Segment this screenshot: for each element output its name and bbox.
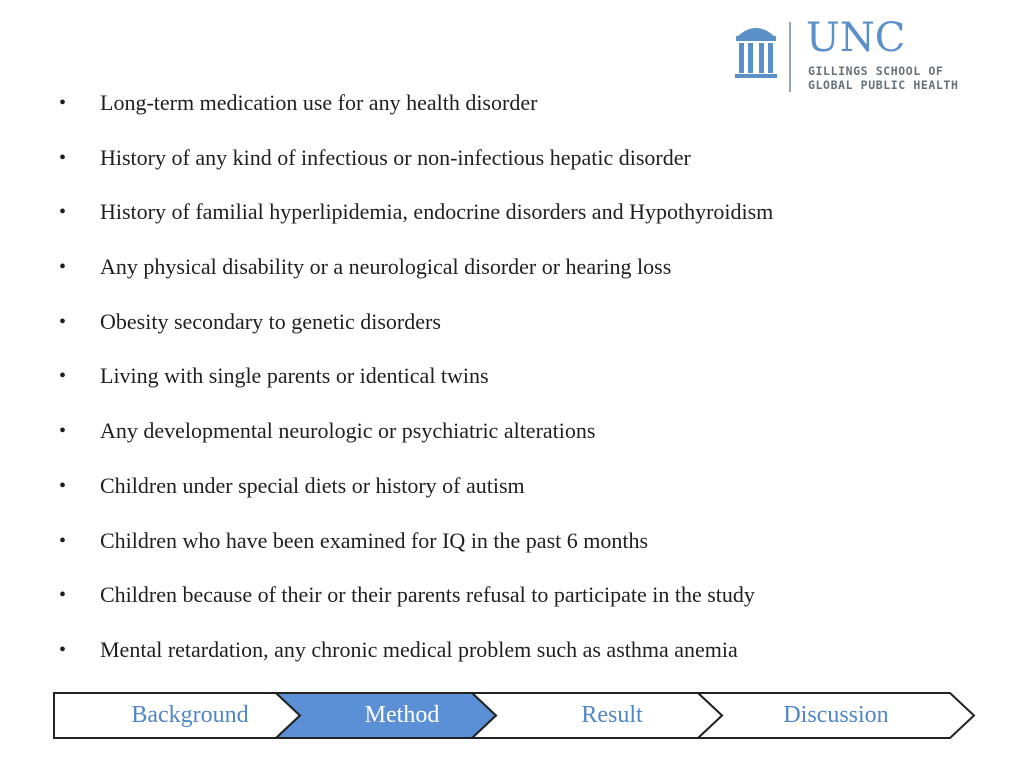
bullet-dot: • — [59, 365, 67, 388]
nav-method-label[interactable]: Method — [364, 702, 440, 728]
list-item — [56, 303, 773, 358]
bullet-dot: • — [59, 529, 67, 552]
list-item — [56, 576, 773, 631]
bullet-dot: • — [59, 92, 67, 114]
old-well-icon — [734, 22, 778, 82]
list-item-text: Long-term medication use for any health disorder — [100, 90, 538, 115]
unc-gillings-logo — [734, 15, 1006, 96]
list-item — [56, 412, 773, 467]
list-item-text: Children who have been examined for IQ in the past 6 months — [100, 527, 649, 553]
list-item — [56, 84, 773, 139]
bullet-dot: • — [59, 201, 67, 224]
bullet-dot: • — [59, 420, 67, 443]
logo-divider — [789, 22, 791, 92]
logo-school-line-1: GILLINGS SCHOOL OF — [808, 64, 944, 78]
list-item-text: History of any kind of infectious or non-infectious hepatic disorder — [100, 144, 691, 170]
list-item-text: Obesity secondary to genetic disorders — [100, 308, 441, 334]
list-item — [56, 139, 773, 194]
exclusion-criteria-list — [56, 84, 773, 686]
list-item-text: Living with single parents or identical twins — [100, 363, 489, 389]
list-item-text: Mental retardation, any chronic medical problem such as asthma anemia — [100, 636, 738, 662]
bullet-dot: • — [59, 584, 67, 607]
logo-unc-text: UNC — [806, 15, 906, 61]
list-item-text: Any physical disability or a neurological disorder or hearing loss — [100, 254, 672, 280]
list-item — [56, 357, 773, 412]
list-item — [56, 522, 773, 577]
list-item-text: Children because of their or their parents refusal to participate in the study — [100, 582, 755, 608]
logo-school-line-2: GLOBAL PUBLIC HEALTH — [808, 78, 959, 92]
nav-discussion-label[interactable]: Discussion — [783, 702, 889, 728]
bullet-dot: • — [59, 256, 67, 279]
list-item — [56, 193, 773, 248]
list-item-text: History of familial hyperlipidemia, endocrine disorders and Hypothyroidism — [100, 199, 774, 225]
bullet-dot: • — [59, 638, 67, 661]
list-item-text: Children under special diets or history of autism — [100, 472, 525, 498]
bullet-dot: • — [59, 310, 67, 333]
nav-result-label[interactable]: Result — [581, 702, 643, 728]
bullet-dot: • — [59, 146, 67, 169]
bullet-dot: • — [59, 474, 67, 497]
section-nav — [52, 691, 976, 740]
list-item — [56, 248, 773, 303]
list-item-text: Any developmental neurologic or psychiatric alterations — [100, 418, 596, 444]
list-item — [56, 631, 773, 686]
nav-background-label[interactable]: Background — [131, 702, 249, 728]
list-item — [56, 467, 773, 522]
